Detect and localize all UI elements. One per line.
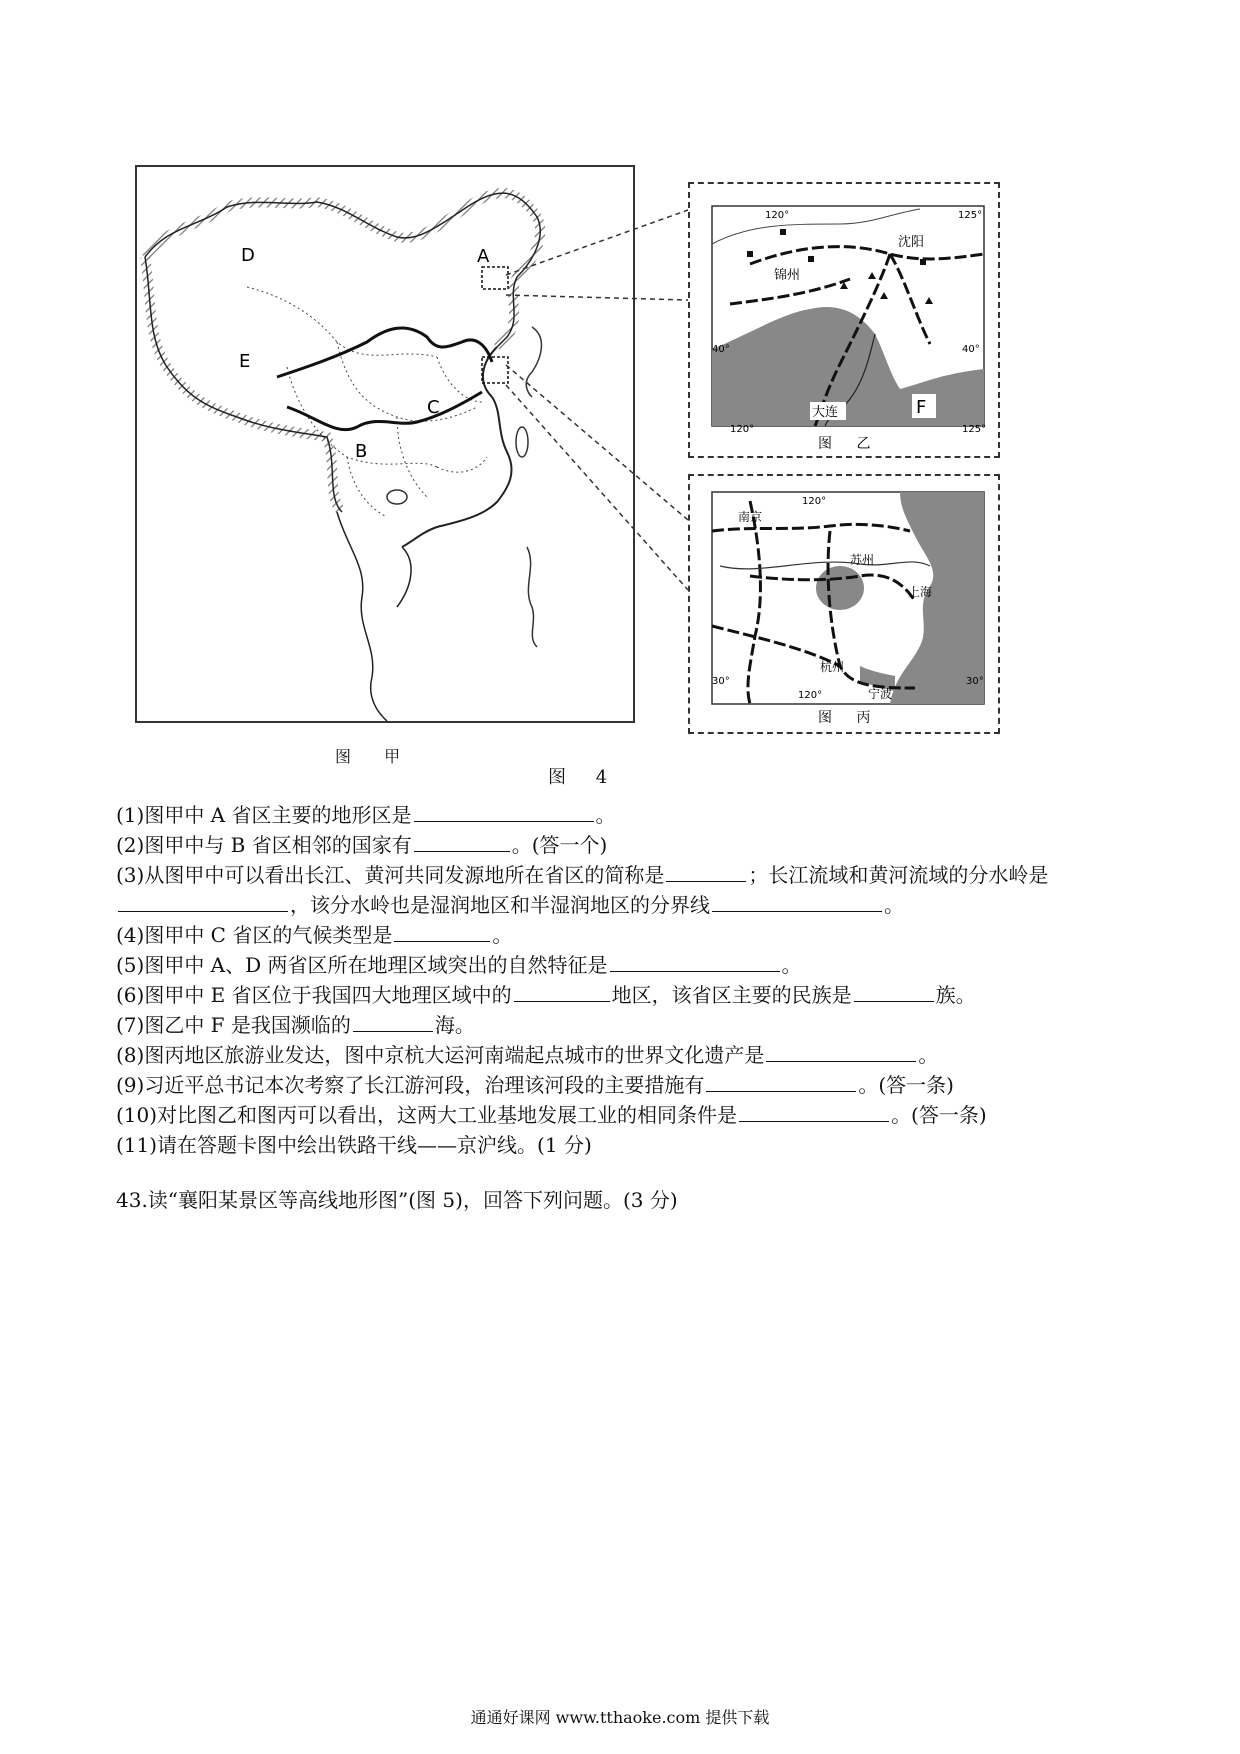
label-hangzhou: 杭州 (820, 660, 845, 674)
label-lon-120-bottom: 120° (730, 424, 755, 435)
answer-blank[interactable] (414, 801, 594, 822)
answer-blank[interactable] (854, 981, 934, 1002)
question-43: 43.读“襄阳某景区等高线地形图”(图 5)，回答下列问题。(3 分) (116, 1188, 678, 1212)
page-footer: 通通好课网 www.tthaoke.com 提供下载 (470, 1708, 770, 1727)
answer-blank[interactable] (118, 891, 288, 912)
label-lon-120-top: 120° (765, 210, 790, 221)
map-label-a: A (477, 246, 490, 267)
label-shanghai: 上海 (908, 585, 933, 599)
question-6: (6)图甲中 E 省区位于我国四大地理区域中的 地区，该省区主要的民族是 族。 (116, 983, 976, 1007)
map-label-b: B (355, 441, 368, 462)
inset-map-bing (688, 474, 1000, 734)
inset-c-caption: 图 丙 (818, 710, 881, 726)
label-lat-30-right: 30° (966, 676, 984, 687)
question-7: (7)图乙中 F 是我国濒临的 海。 (116, 1013, 475, 1037)
answer-blank[interactable] (610, 951, 780, 972)
answer-blank[interactable] (414, 831, 510, 852)
answer-blank[interactable] (394, 921, 490, 942)
label-lon-120-bottom: 120° (798, 690, 823, 701)
inset-b-caption: 图 乙 (818, 436, 881, 452)
label-lat-30-left: 30° (712, 676, 730, 687)
question-8: (8)图丙地区旅游业发达，图中京杭大运河南端起点城市的世界文化遗产是 。 (116, 1043, 939, 1067)
question-2: (2)图甲中与 B 省区相邻的国家有 。(答一个) (116, 833, 608, 857)
label-suzhou: 苏州 (850, 553, 875, 567)
answer-blank[interactable] (514, 981, 610, 1002)
answer-blank[interactable] (353, 1011, 433, 1032)
label-shenyang: 沈阳 (898, 235, 925, 250)
question-4: (4)图甲中 C 省区的气候类型是 。 (116, 923, 513, 947)
map-label-d: D (241, 245, 255, 266)
map-label-e: E (239, 351, 251, 372)
label-jinzhou: 锦州 (774, 268, 801, 283)
label-lon-125-top: 125° (958, 210, 983, 221)
label-lat-40-left: 40° (712, 344, 730, 355)
label-dalian: 大连 (812, 405, 839, 420)
label-nanjing: 南京 (738, 510, 763, 524)
question-11: (11)请在答题卡图中绘出铁路干线——京沪线。(1 分) (116, 1133, 592, 1157)
answer-blank[interactable] (706, 1071, 856, 1092)
answer-blank[interactable] (739, 1101, 889, 1122)
figure-label: 图 4 (548, 767, 620, 788)
question-1: (1)图甲中 A 省区主要的地形区是 。 (116, 803, 616, 827)
answer-blank[interactable] (766, 1041, 916, 1062)
question-5: (5)图甲中 A、D 两省区所在地理区域突出的自然特征是 。 (116, 953, 802, 977)
answer-blank[interactable] (666, 861, 746, 882)
map-label-c: C (427, 397, 440, 418)
inset-map-yi (688, 182, 1000, 458)
label-lon-120-top: 120° (802, 496, 827, 507)
question-3-cont: ，该分水岭也是湿润地区和半湿润地区的分界线 。 (116, 890, 1126, 920)
question-10: (10)对比图乙和图丙可以看出，这两大工业基地发展工业的相同条件是 。(答一条) (116, 1103, 987, 1127)
label-lon-125-bottom: 125° (962, 424, 987, 435)
question-3: (3)从图甲中可以看出长江、黄河共同发源地所在省区的简称是 ；长江流域和黄河流域的分水岭是 (116, 863, 1049, 887)
inset-connector-lines (0, 0, 1240, 800)
answer-blank[interactable] (712, 891, 882, 912)
main-map-caption: 图 甲 (335, 747, 415, 766)
label-f-sea: F (916, 397, 927, 418)
question-9: (9)习近平总书记本次考察了长江游河段，治理该河段的主要措施有 。(答一条) (116, 1073, 954, 1097)
label-ningbo: 宁波 (868, 687, 893, 701)
label-lat-40-right: 40° (962, 344, 980, 355)
